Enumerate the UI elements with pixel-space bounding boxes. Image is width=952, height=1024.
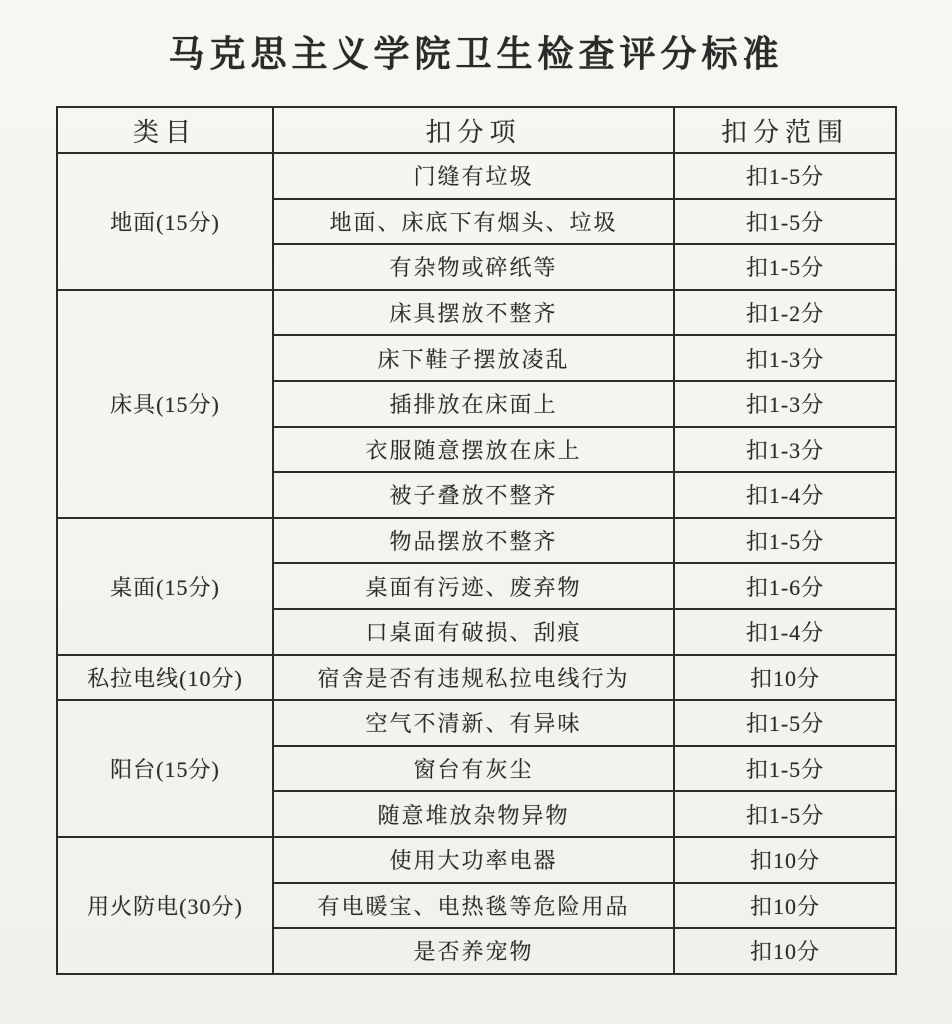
table-row <box>57 290 896 336</box>
deduction-range-cell: 扣1-6分 <box>674 563 896 609</box>
deduction-item-cell: 有电暖宝、电热毯等危险用品 <box>273 883 674 929</box>
category-cell: 用火防电(30分) <box>57 837 273 974</box>
deduction-range-cell: 扣1-4分 <box>674 609 896 655</box>
deduction-item-cell: 衣服随意摆放在床上 <box>273 427 674 473</box>
deduction-range-cell: 扣1-5分 <box>674 791 896 837</box>
deduction-item-cell: 宿舍是否有违规私拉电线行为 <box>273 655 674 701</box>
table-row <box>57 655 896 701</box>
header-row <box>57 107 896 153</box>
deduction-range-cell: 扣1-4分 <box>674 472 896 518</box>
category-cell: 地面(15分) <box>57 153 273 290</box>
deduction-item-cell: 随意堆放杂物异物 <box>273 791 674 837</box>
deduction-range-cell: 扣1-5分 <box>674 244 896 290</box>
hygiene-score-table <box>56 106 897 975</box>
document-title: 马克思主义学院卫生检查评分标准 <box>168 34 784 74</box>
deduction-range-cell: 扣10分 <box>674 883 896 929</box>
deduction-range-cell: 扣10分 <box>674 928 896 974</box>
deduction-range-cell: 扣1-2分 <box>674 290 896 336</box>
deduction-item-cell: 床具摆放不整齐 <box>273 290 674 336</box>
deduction-range-cell: 扣1-3分 <box>674 381 896 427</box>
deduction-range-cell: 扣1-5分 <box>674 700 896 746</box>
deduction-item-cell: 被子叠放不整齐 <box>273 472 674 518</box>
category-cell: 阳台(15分) <box>57 700 273 837</box>
deduction-item-cell: 桌面有污迹、废弃物 <box>273 563 674 609</box>
deduction-range-cell: 扣1-3分 <box>674 427 896 473</box>
category-cell: 床具(15分) <box>57 290 273 518</box>
table-row <box>57 518 896 564</box>
header-deduction-range: 扣分范围 <box>674 107 896 153</box>
category-cell: 私拉电线(10分) <box>57 655 273 701</box>
deduction-item-cell: 口桌面有破损、刮痕 <box>273 609 674 655</box>
deduction-item-cell: 有杂物或碎纸等 <box>273 244 674 290</box>
deduction-item-cell: 插排放在床面上 <box>273 381 674 427</box>
deduction-range-cell: 扣1-3分 <box>674 335 896 381</box>
deduction-item-cell: 物品摆放不整齐 <box>273 518 674 564</box>
category-cell: 桌面(15分) <box>57 518 273 655</box>
deduction-range-cell: 扣1-5分 <box>674 518 896 564</box>
table-row <box>57 837 896 883</box>
table-row <box>57 153 896 199</box>
table-body <box>57 153 896 974</box>
deduction-range-cell: 扣1-5分 <box>674 199 896 245</box>
deduction-item-cell: 门缝有垃圾 <box>273 153 674 199</box>
deduction-range-cell: 扣10分 <box>674 837 896 883</box>
deduction-item-cell: 使用大功率电器 <box>273 837 674 883</box>
deduction-range-cell: 扣1-5分 <box>674 153 896 199</box>
deduction-range-cell: 扣1-5分 <box>674 746 896 792</box>
deduction-item-cell: 地面、床底下有烟头、垃圾 <box>273 199 674 245</box>
deduction-item-cell: 是否养宠物 <box>273 928 674 974</box>
deduction-range-cell: 扣10分 <box>674 655 896 701</box>
header-category: 类目 <box>57 107 273 153</box>
deduction-item-cell: 床下鞋子摆放凌乱 <box>273 335 674 381</box>
deduction-item-cell: 窗台有灰尘 <box>273 746 674 792</box>
table-row <box>57 700 896 746</box>
header-deduction-item: 扣分项 <box>273 107 674 153</box>
deduction-item-cell: 空气不清新、有异味 <box>273 700 674 746</box>
